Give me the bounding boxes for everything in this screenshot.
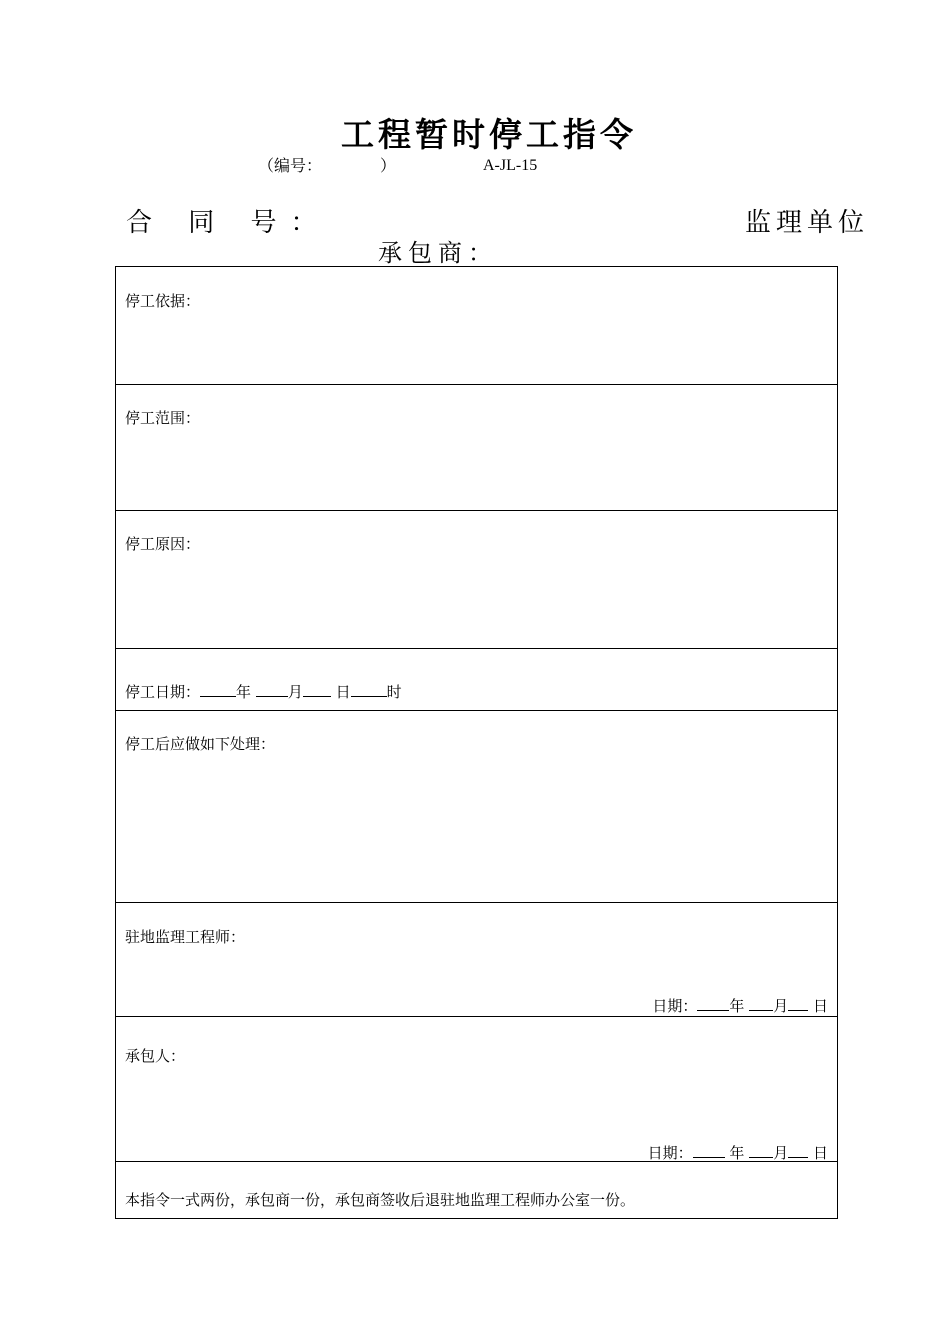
scope-label: 停工范围： bbox=[125, 409, 201, 427]
year-char: 年 bbox=[729, 1144, 745, 1162]
month-blank[interactable] bbox=[256, 682, 288, 697]
contractor-day-blank[interactable] bbox=[788, 1143, 808, 1158]
engineer-month-blank[interactable] bbox=[749, 996, 773, 1011]
engineer-label: 驻地监理工程师： bbox=[125, 928, 246, 946]
basis-row bbox=[116, 267, 837, 385]
handling-row bbox=[116, 711, 837, 903]
document-title: 工程暂时停工指令 bbox=[341, 115, 637, 154]
reason-label: 停工原因： bbox=[125, 535, 201, 553]
engineer-row bbox=[116, 903, 837, 1017]
day-char: 日 bbox=[335, 683, 351, 701]
month-char: 月 bbox=[773, 997, 789, 1015]
stop-date-label: 停工日期： bbox=[125, 683, 201, 701]
contractor-person-label: 承包人： bbox=[125, 1047, 186, 1065]
form-code: A-JL-15 bbox=[483, 157, 538, 174]
number-label: （编号： bbox=[258, 156, 323, 175]
year-char: 年 bbox=[236, 683, 252, 701]
stop-date-line bbox=[125, 682, 402, 701]
contractor-year-blank[interactable] bbox=[693, 1143, 725, 1158]
month-char: 月 bbox=[287, 683, 303, 701]
basis-label: 停工依据： bbox=[125, 292, 201, 310]
day-blank[interactable] bbox=[303, 682, 331, 697]
contractor-label: 承包商： bbox=[378, 239, 498, 267]
hour-char: 时 bbox=[386, 683, 402, 701]
note-row bbox=[116, 1162, 837, 1218]
handling-label: 停工后应做如下处理： bbox=[125, 735, 276, 753]
contractor-date bbox=[648, 1143, 828, 1162]
distribution-note: 本指令一式两份，承包商一份，承包商签收后退驻地监理工程师办公室一份。 bbox=[125, 1191, 636, 1209]
stop-date-row bbox=[116, 649, 837, 711]
contractor-person-row bbox=[116, 1017, 837, 1162]
number-close: ） bbox=[380, 156, 397, 175]
contractor-month-blank[interactable] bbox=[749, 1143, 773, 1158]
day-char: 日 bbox=[812, 997, 828, 1015]
supervisor-unit-label: 监理单位 bbox=[745, 208, 870, 238]
month-char: 月 bbox=[773, 1144, 789, 1162]
year-blank[interactable] bbox=[200, 682, 236, 697]
engineer-date bbox=[652, 996, 828, 1015]
engineer-day-blank[interactable] bbox=[788, 996, 808, 1011]
contract-number-label: 合 同 号： bbox=[126, 208, 331, 238]
date-label: 日期： bbox=[647, 1144, 693, 1162]
stop-work-form bbox=[115, 266, 838, 1219]
reason-row bbox=[116, 511, 837, 649]
engineer-year-blank[interactable] bbox=[697, 996, 729, 1011]
number-line bbox=[258, 156, 396, 176]
date-label: 日期： bbox=[652, 997, 698, 1015]
day-char: 日 bbox=[812, 1144, 828, 1162]
year-char: 年 bbox=[729, 997, 745, 1015]
hour-blank[interactable] bbox=[351, 682, 387, 697]
scope-row bbox=[116, 385, 837, 511]
